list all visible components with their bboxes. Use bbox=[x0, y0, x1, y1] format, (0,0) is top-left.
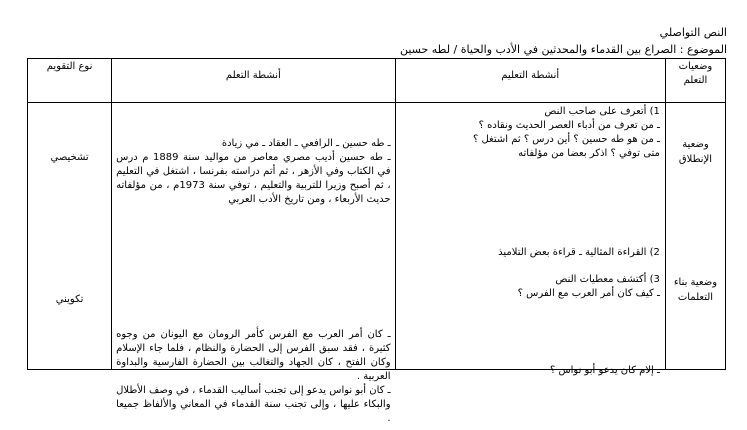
learning-arabs-persians: ـ كان أمر العرب مع الفرس كأمر الرومان مع اليونان من وجوه كثيرة ، فقد سبق الفرس إلى الحضارة والنظام ، فلما جاء الإسلام وكان الفتح ، كان الجهاد والتغالب بين الحضارة الفارسية والبداوة العربية . bbox=[116, 329, 391, 382]
situation-build: وضعية بناء التعلمات bbox=[673, 277, 718, 303]
header-teaching-activities: أنشطة التعليم bbox=[395, 59, 665, 103]
teaching-step-2-text: 2) القراءة المثالية ـ قراءة بعض التلاميذ bbox=[498, 247, 660, 258]
teaching-step-1-title: 1) أتعرف على صاحب النص bbox=[544, 106, 660, 117]
teaching-step-1 bbox=[401, 105, 660, 161]
teaching-step-4 bbox=[401, 364, 660, 378]
teaching-step-3-q1: ـ كيف كان أمر العرب مع الفرس ؟ bbox=[517, 288, 660, 299]
learning-writers-list: ـ طه حسين ـ الرافعي ـ العقاد ـ مي زيادة bbox=[221, 138, 391, 149]
teaching-step-1-q1: ـ من تعرف من أدباء العصر الحديث ونقاده ؟ bbox=[478, 120, 660, 131]
lesson-plan-table bbox=[27, 58, 726, 424]
teaching-step-3 bbox=[401, 273, 660, 301]
header-learning-activities: أنشطة التعلم bbox=[112, 59, 395, 103]
evaluation-diagnostic: تشخيصي bbox=[50, 152, 89, 163]
teaching-step-4-q: ـ إلام كان يدعو أبو نواس ؟ bbox=[549, 365, 660, 376]
header-evaluation-type: نوع التقويم bbox=[28, 59, 112, 103]
table-header-row bbox=[28, 59, 726, 103]
learning-author-bio: ـ طه حسين أديب مصري معاصر من مواليد سنة 1889 م درس في الكتاب وفي الأزهر ، ثم أتم دراسته بفرنسا ، اشتغل في التعليم ، ثم أصبح وزيرا للتربية والتعليم ، توفي سنة 1973م ، من مؤلفاته حديث الأربعاء ، ومن تاريخ الأدب العربي bbox=[116, 152, 391, 205]
teaching-step-3-title: 3) أكتشف معطيات النص bbox=[555, 274, 660, 285]
situation-launch: وضعية الإنطلاق bbox=[678, 139, 713, 165]
learning-activities-cell bbox=[112, 103, 395, 424]
learning-abu-nuwas: ـ كان أبو نواس يدعو إلى تجنب أساليب القدماء ، في وصف الأطلال والبكاء عليها ، وإلى تجنب سنة القدماء في المعاني والألفاظ جميعا . bbox=[116, 385, 391, 424]
evaluation-formative: تكويني bbox=[55, 294, 84, 305]
lesson-subject: الموضوع : الصراع بين القدماء والمحدثين في الأدب والحياة / لطه حسين bbox=[399, 43, 727, 56]
teaching-step-1-q2: ـ من هو طه حسين ؟ أين درس ؟ ثم اشتغل ؟ bbox=[472, 134, 660, 145]
evaluation-cell bbox=[28, 103, 112, 370]
text-type-title: النص التواصلي bbox=[659, 26, 727, 39]
learning-block-1 bbox=[116, 137, 390, 207]
learning-block-2 bbox=[116, 328, 390, 426]
teaching-step-2 bbox=[401, 246, 660, 260]
header-situations: وضعيات التعلم bbox=[665, 59, 725, 103]
situations-cell bbox=[665, 103, 725, 370]
teaching-step-1-q3: متى توفي ؟ اذكر بعضا من مؤلفاته bbox=[518, 148, 660, 159]
table-body-row bbox=[28, 103, 726, 370]
teaching-activities-cell bbox=[395, 103, 665, 376]
